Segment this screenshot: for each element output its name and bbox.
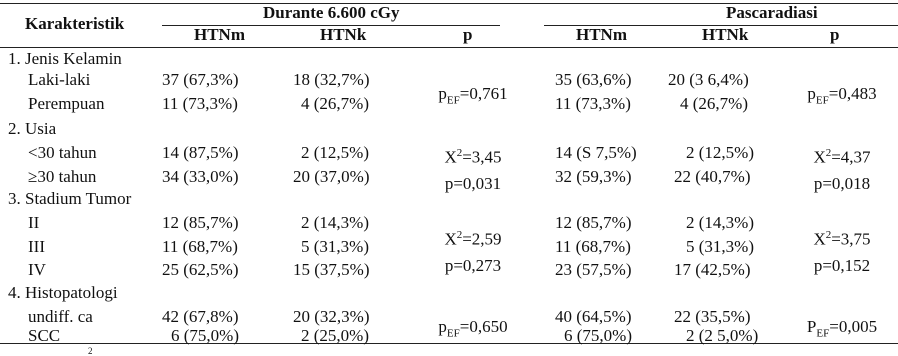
p-value-durante-usia: $X^2=3,45$ p=0,031 xyxy=(444,147,502,193)
row-label-stadium-iv: IV xyxy=(28,260,46,279)
cell-durante-htnm: 42 (67,8%) xyxy=(162,307,239,326)
header-karakteristik: Karakteristik xyxy=(25,14,125,33)
cell-pasca-htnk: 2 (14,3%) xyxy=(686,213,754,232)
cell-pasca-htnm: 14 (S 7,5%) xyxy=(555,143,637,162)
cell-pasca-htnm: 6 (75,0%) xyxy=(564,326,632,345)
row-label-stadium-iii: III xyxy=(28,237,45,256)
cell-durante-htnm: 12 (85,7%) xyxy=(162,213,239,232)
cell-pasca-htnm: 23 (57,5%) xyxy=(555,260,632,279)
cell-pasca-htnk: 22 (35,5%) xyxy=(674,307,751,326)
cell-pasca-htnm: 32 (59,3%) xyxy=(555,167,632,186)
cell-durante-htnm: 25 (62,5%) xyxy=(162,260,239,279)
cell-durante-htnk: 2 (12,5%) xyxy=(301,143,369,162)
cell-durante-htnk: 2 (14,3%) xyxy=(301,213,369,232)
header-durante-htnm: HTNm xyxy=(194,25,245,44)
cell-durante-htnk: 2 (25,0%) xyxy=(301,326,369,345)
cell-pasca-htnk: 17 (42,5%) xyxy=(674,260,751,279)
cell-durante-htnk: 5 (31,3%) xyxy=(301,237,369,256)
header-bottom-rule xyxy=(0,47,898,48)
p-value-pasca-histopatologi: $P_{EF}=0,005$ xyxy=(806,317,878,340)
header-group-pascaradiasi: Pascaradiasi xyxy=(726,3,818,22)
section-title-jenis-kelamin: 1. Jenis Kelamin xyxy=(8,49,122,68)
header-durante-htnk: HTNk xyxy=(320,25,367,44)
row-label-scc: SCC xyxy=(28,326,61,345)
cell-durante-htnk: 15 (37,5%) xyxy=(293,260,370,279)
p-value-pasca-stadium: $X^2=3,75$ p=0,152 xyxy=(813,229,871,275)
header-pasca-p: p xyxy=(830,25,840,44)
p-value-pasca-jenis-kelamin: $p_{EF}=0,483$ xyxy=(807,84,877,107)
section-title-stadium-tumor: 3. Stadium Tumor xyxy=(8,189,132,208)
cell-pasca-htnm: 40 (64,5%) xyxy=(555,307,632,326)
footnote-superscript: 2 xyxy=(88,346,93,356)
header-group-durante: Durante 6.600 cGy xyxy=(263,3,400,22)
cell-pasca-htnk: 5 (31,3%) xyxy=(686,237,754,256)
cell-durante-htnm: 37 (67,3%) xyxy=(162,70,239,89)
header-pasca-htnm: HTNm xyxy=(576,25,627,44)
cell-durante-htnm: 11 (68,7%) xyxy=(162,237,238,256)
cell-pasca-htnm: 12 (85,7%) xyxy=(555,213,632,232)
cell-durante-htnm: 11 (73,3%) xyxy=(162,94,238,113)
cell-pasca-htnk: 2 (12,5%) xyxy=(686,143,754,162)
cell-durante-htnk: 18 (32,7%) xyxy=(293,70,370,89)
cell-durante-htnm: 6 (75,0%) xyxy=(171,326,239,345)
cell-pasca-htnk: 20 (3 6,4%) xyxy=(668,70,749,89)
cell-durante-htnk: 20 (32,3%) xyxy=(293,307,370,326)
cell-pasca-htnm: 11 (73,3%) xyxy=(555,94,631,113)
cell-durante-htnm: 14 (87,5%) xyxy=(162,143,239,162)
cell-pasca-htnk: 22 (40,7%) xyxy=(674,167,751,186)
row-label-perempuan: Perempuan xyxy=(28,94,105,113)
p-value-durante-stadium: $X^2=2,59$ p=0,273 xyxy=(444,229,502,275)
section-title-usia: 2. Usia xyxy=(8,119,57,138)
row-label-stadium-ii: II xyxy=(28,213,40,232)
cell-pasca-htnm: 11 (68,7%) xyxy=(555,237,631,256)
cell-pasca-htnm: 35 (63,6%) xyxy=(555,70,632,89)
p-value-durante-jenis-kelamin: $p_{EF}=0,761$ xyxy=(438,84,508,107)
row-label-30-plus: ≥30 tahun xyxy=(28,167,97,186)
row-label-laki-laki: Laki-laki xyxy=(28,70,91,89)
section-title-histopatologi: 4. Histopatologi xyxy=(8,283,118,302)
header-durante-p: p xyxy=(463,25,473,44)
row-label-undiff-ca: undiff. ca xyxy=(28,307,93,326)
cell-durante-htnk: 4 (26,7%) xyxy=(301,94,369,113)
header-pasca-htnk: HTNk xyxy=(702,25,749,44)
cell-pasca-htnk: 4 (26,7%) xyxy=(680,94,748,113)
p-value-pasca-usia: $X^2=4,37$ p=0,018 xyxy=(813,147,871,193)
cell-durante-htnk: 20 (37,0%) xyxy=(293,167,370,186)
p-value-durante-histopatologi: $p_{EF}=0,650$ xyxy=(438,317,508,340)
cell-pasca-htnk: 2 (2 5,0%) xyxy=(686,326,759,345)
row-label-under-30: <30 tahun xyxy=(28,143,97,162)
cell-durante-htnm: 34 (33,0%) xyxy=(162,167,239,186)
